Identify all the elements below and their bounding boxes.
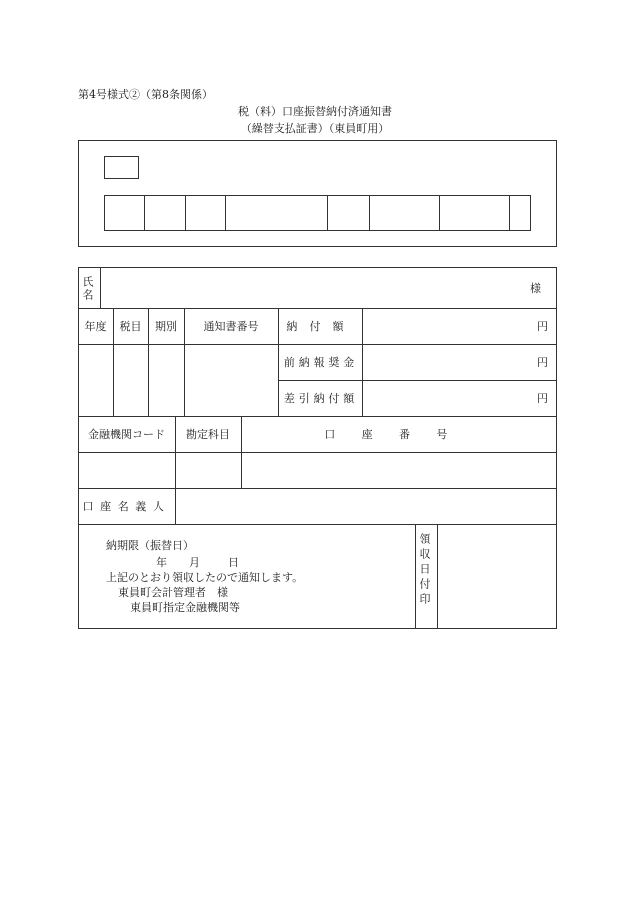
col-notice-number: 通知書番号 <box>203 320 259 333</box>
receipt-stamp-label: 領収日付印 <box>418 533 431 608</box>
addressee-treasurer: 東員町会計管理者 様 <box>118 586 228 599</box>
pay-unit-reward: 円 <box>537 356 548 369</box>
pay-label-reward: 前納報奨金 <box>283 356 359 369</box>
receipt-stamp-area <box>437 524 557 629</box>
date-day: 日 <box>228 556 239 569</box>
pay-label-net: 差引納付額 <box>283 392 359 405</box>
digit-boxes-row[interactable] <box>104 195 531 231</box>
form-number: 第4号様式②（第8条関係） <box>78 88 213 101</box>
name-field[interactable] <box>100 267 557 308</box>
col-year: 年度 <box>84 320 107 333</box>
date-year: 年 <box>156 556 167 569</box>
addressee-bank: 東員町指定金融機関等 <box>130 601 240 614</box>
small-entry-box[interactable] <box>104 156 139 179</box>
date-month: 月 <box>189 556 200 569</box>
col-tax-item: 税目 <box>119 320 142 333</box>
deadline-label: 納期限（振替日） <box>106 539 194 552</box>
col-period: 期別 <box>155 320 177 333</box>
pay-unit-amount: 円 <box>537 320 548 333</box>
pay-unit-net: 円 <box>537 392 548 405</box>
name-label: 氏名 <box>81 276 94 302</box>
account-number-label: 口座番号 <box>324 428 474 441</box>
document-subtitle: （繰替支払証書）（東員町用） <box>240 122 390 135</box>
document-title: 税（料）口座振替納付済通知書 <box>238 105 392 118</box>
bank-code-label: 金融機関コード <box>88 428 165 441</box>
account-type-label: 勘定科目 <box>186 428 230 441</box>
receipt-notice: 上記のとおり領収したので通知します。 <box>106 571 304 584</box>
name-honorific: 様 <box>530 282 541 295</box>
pay-label-amount: 納付額 <box>286 320 356 333</box>
account-holder-label: 口座名義人 <box>82 500 171 513</box>
